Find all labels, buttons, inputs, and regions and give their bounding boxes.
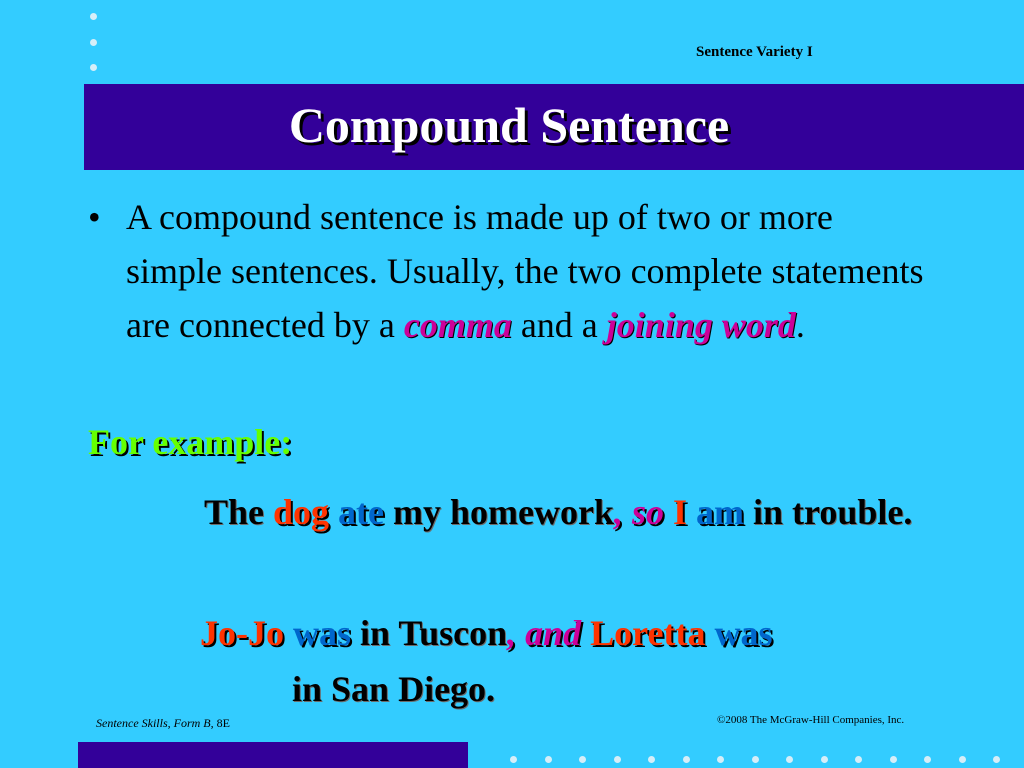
decor-dot [90, 39, 97, 46]
subject-word: Loretta [590, 613, 706, 653]
word: in San Diego. [292, 669, 496, 709]
bullet-text-part: and a [511, 305, 607, 345]
joining-word: , and [507, 613, 582, 653]
word: The [204, 492, 274, 532]
decor-dot [959, 756, 966, 763]
decor-dot [717, 756, 724, 763]
keyword-comma: comma [403, 305, 512, 345]
subject-word: dog [273, 492, 330, 532]
slide-title: Compound Sentence [288, 97, 730, 153]
decor-dot [855, 756, 862, 763]
verb-word: was [714, 613, 773, 653]
book-edition: 8E [213, 716, 230, 730]
decor-dot [752, 756, 759, 763]
decor-dot [545, 756, 552, 763]
joining-word: , so [614, 492, 665, 532]
decor-dot [90, 13, 97, 20]
decor-dot [993, 756, 1000, 763]
decor-dot [683, 756, 690, 763]
example-sentence-1 [190, 484, 950, 540]
word: in Tuscon [351, 613, 508, 653]
decor-dot [648, 756, 655, 763]
space [581, 613, 590, 653]
decor-dot [821, 756, 828, 763]
decor-dot [890, 756, 897, 763]
bullet-mark: • [88, 197, 101, 237]
example-label: For example: [88, 422, 293, 462]
section-label: Sentence Variety I [696, 44, 813, 60]
decor-dot [614, 756, 621, 763]
space [687, 492, 696, 532]
subject-word: I [673, 492, 688, 532]
book-title: Sentence Skills, Form B, [96, 716, 214, 730]
bullet-text-part: A compound sentence is made up of two or more simple sentences. Usually, the two complete statements are connected by a [126, 197, 924, 345]
decor-dot [786, 756, 793, 763]
decor-dot [90, 64, 97, 71]
keyword-joining-word: joining word [606, 305, 796, 345]
space [284, 613, 293, 653]
word: in trouble. [744, 492, 913, 532]
footer-band [78, 742, 468, 768]
footer-book [96, 716, 230, 731]
decor-dot [579, 756, 586, 763]
verb-word: was [293, 613, 352, 653]
footer-copyright: ©2008 The McGraw-Hill Companies, Inc. [717, 714, 905, 726]
bullet-text-end: . [795, 305, 805, 345]
decor-dot [510, 756, 517, 763]
space [329, 492, 338, 532]
verb-word: am [696, 492, 745, 532]
bullet-text [126, 190, 936, 352]
example-sentence-2 [200, 605, 960, 717]
space [664, 492, 673, 532]
decor-dot [924, 756, 931, 763]
word: my homework [384, 492, 614, 532]
verb-word: ate [338, 492, 385, 532]
subject-word: Jo-Jo [200, 613, 284, 653]
